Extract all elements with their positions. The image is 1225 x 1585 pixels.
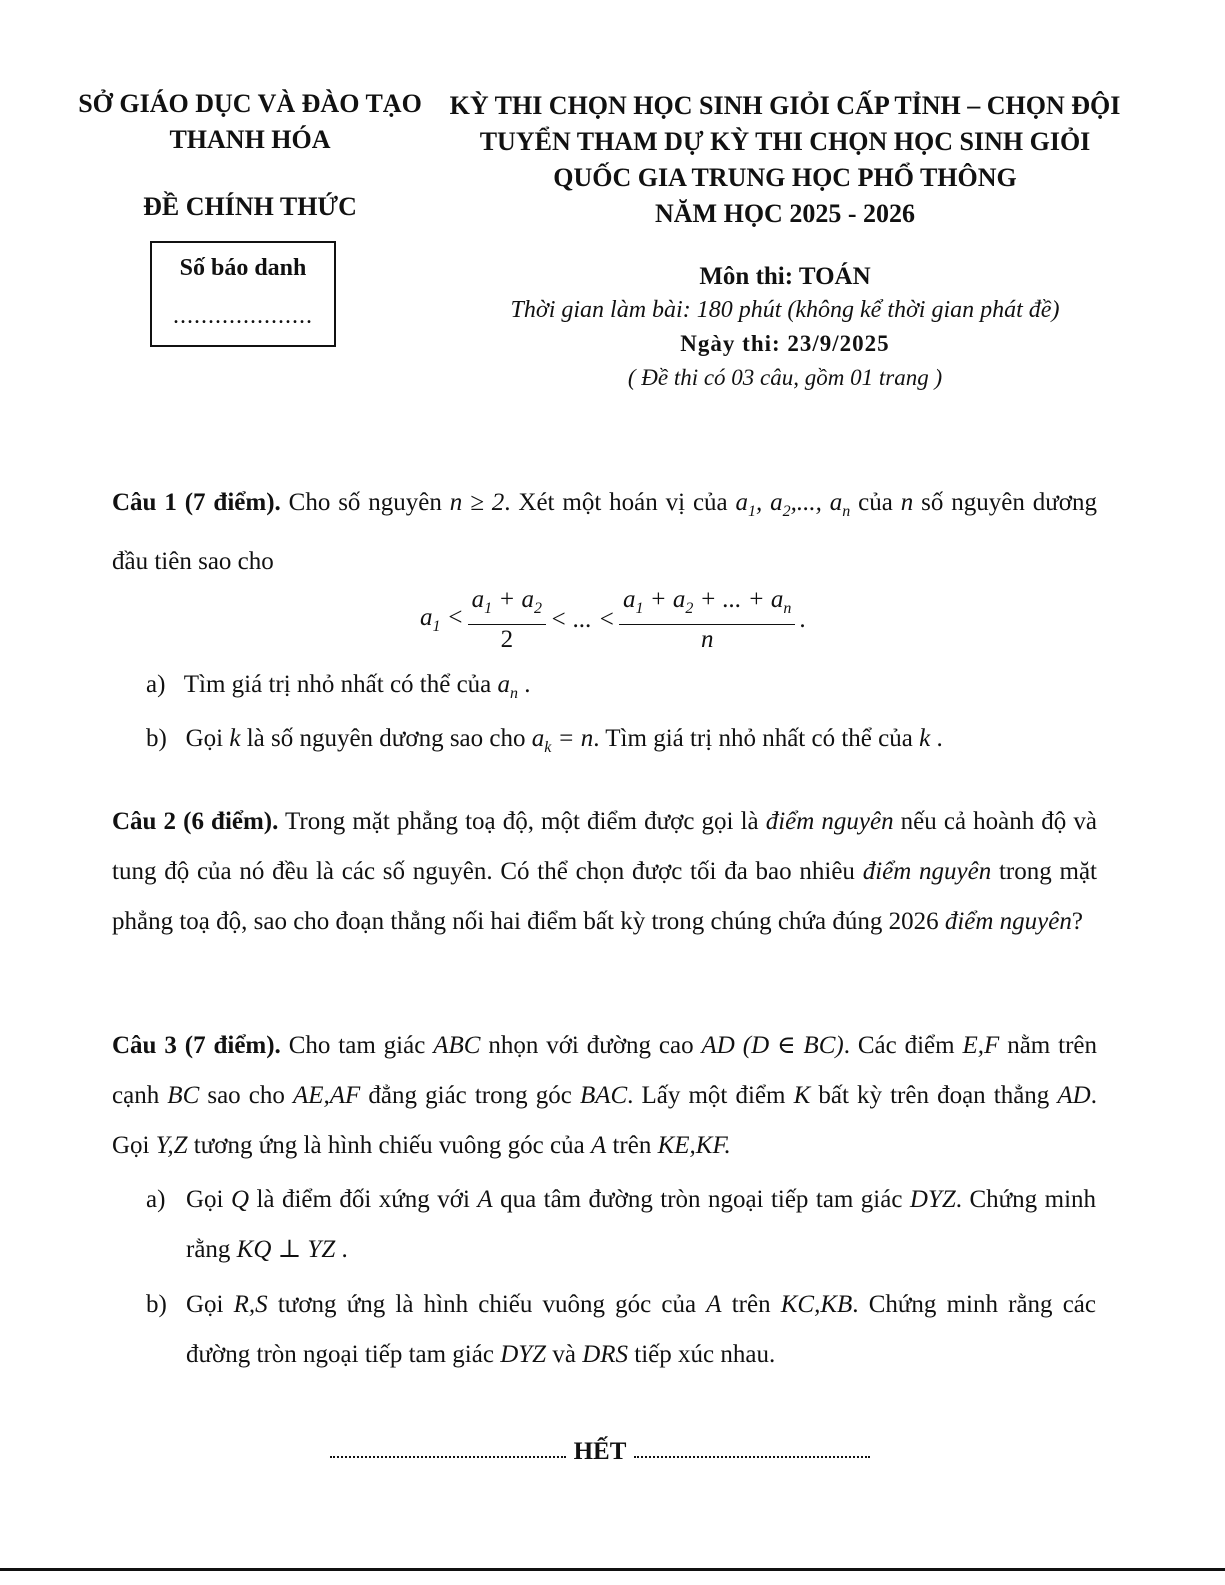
q3b-math: KC,KB: [780, 1291, 853, 1318]
question-1: [112, 478, 1097, 587]
q3a-math: Q: [230, 1186, 250, 1213]
q2-text: trong mặt phẳng toạ độ, sao cho đoạn thẳng nối hai điểm bất kỳ trong chúng chứa đúng 2026: [112, 858, 1097, 935]
q3a-math: DYZ: [909, 1186, 956, 1213]
q3b-text: tiếp xúc nhau.: [628, 1341, 776, 1368]
question-1-part-a: a) Tìm giá trị nhỏ nhất có thể của $a_n$ .: [146, 671, 531, 702]
q1b-text: . Tìm giá trị nhỏ nhất có thể của: [593, 725, 920, 752]
q2-term: điểm nguyên: [862, 858, 992, 885]
q1-text: số nguyên dương đầu tiên sao cho: [112, 489, 1097, 575]
department-header: [60, 86, 440, 158]
question-1-title: Câu 1 (7 điểm).: [112, 489, 281, 516]
q1b-math-eq: = n: [551, 725, 594, 752]
q3-math: ABC: [433, 1032, 481, 1059]
q3-math: A: [590, 1132, 607, 1159]
q3a-text: . Chứng minh rằng: [186, 1186, 1097, 1263]
candidate-number-label: Số báo danh: [179, 255, 307, 281]
q3b-text: Gọi: [186, 1291, 234, 1318]
q3-text: Cho tam giác: [280, 1032, 434, 1059]
q3-text: tương ứng là hình chiếu vuông góc của: [187, 1132, 591, 1159]
q1-text: . Xét một hoán vị của: [504, 489, 736, 516]
q3b-text: tương ứng là hình chiếu vuông góc của: [267, 1291, 707, 1318]
q1b-math-ak: $a_k$: [531, 725, 552, 756]
end-marker: [330, 1438, 870, 1466]
q3-math: BAC: [579, 1082, 628, 1109]
q3-math: Y,Z: [155, 1132, 188, 1159]
part-label: a): [146, 671, 166, 698]
q1-math-n: n: [900, 489, 914, 516]
q3-math: AD: [1057, 1082, 1091, 1109]
exam-subject: Môn thi: TOÁN: [699, 263, 871, 290]
q3a-text: qua tâm đường tròn ngoại tiếp tam giác: [492, 1186, 910, 1213]
q3a-body: Gọi Q là điểm đối xứng với A qua tâm đường tròn ngoại tiếp tam giác DYZ. Chứng minh rằng KQ ⊥ YZ .: [186, 1186, 1097, 1263]
question-3-part-b: [146, 1280, 1096, 1380]
q3a-math: KQ ⊥ YZ: [236, 1236, 336, 1263]
q2-term: điểm nguyên: [944, 908, 1072, 935]
q3-math: AE,AF: [292, 1082, 361, 1109]
q2-term: điểm nguyên: [765, 808, 894, 835]
q3b-text: trên: [721, 1291, 781, 1318]
q3-text: . Các điểm: [843, 1032, 963, 1059]
q1-math-n: n ≥ 2: [449, 489, 505, 516]
exam-title-line-1: KỲ THI CHỌN HỌC SINH GIỎI CẤP TỈNH – CHỌN ĐỘI: [449, 91, 1121, 120]
q3-math: E,F: [962, 1032, 1000, 1059]
question-3-title: Câu 3 (7 điểm).: [112, 1032, 281, 1059]
q3-math: KE,KF.: [657, 1132, 731, 1159]
q3a-math: A: [477, 1186, 493, 1213]
official-label: ĐỀ CHÍNH THỨC: [143, 192, 357, 221]
q1b-text: Gọi: [185, 725, 230, 752]
exam-title: [440, 88, 1130, 232]
q2-text: nếu cả hoành độ và tung độ của nó đều là các số nguyên. Có thể chọn được tối đa bao nhiêu: [112, 808, 1097, 885]
q3b-text: và: [546, 1341, 583, 1368]
q3-text: bất kỳ trên đoạn thẳng: [810, 1082, 1058, 1109]
q3b-math: DRS: [582, 1341, 629, 1368]
q1-math-seq: $a_1$, $a_2$,..., $a_n$: [735, 489, 851, 520]
page-bottom-edge: [0, 1568, 1225, 1571]
exam-duration: Thời gian làm bài: 180 phút (không kể thời gian phát đề): [510, 297, 1060, 323]
question-2-title: Câu 2 (6 điểm).: [112, 808, 279, 835]
q3b-math: R,S: [233, 1291, 268, 1318]
q1-text: Cho số nguyên: [280, 489, 450, 516]
q3b-math: DYZ: [500, 1341, 547, 1368]
exam-date: Ngày thi: 23/9/2025: [680, 331, 890, 356]
part-label: a): [146, 1186, 166, 1213]
school-year: NĂM HỌC 2025 - 2026: [655, 199, 915, 228]
exam-note: ( Đề thi có 03 câu, gồm 01 trang ): [627, 365, 943, 390]
q1b-text: là số nguyên dương sao cho: [240, 725, 532, 752]
q3b-body: [186, 1280, 1096, 1380]
end-word: HẾT: [573, 1438, 627, 1465]
q1-formula: $a_1$ < $\frac{a_1 + a_2}{2}$ < ... < $\frac{a_1 + a_2 + ... + a_n}{n}$ .: [420, 586, 806, 653]
question-2: [112, 797, 1097, 947]
q3-text: trên: [606, 1132, 658, 1159]
q1b-math-k: k: [229, 725, 241, 752]
q3-text: . Lấy một điểm: [627, 1082, 794, 1109]
dotted-line-left: [330, 1456, 566, 1458]
q3b-math: A: [706, 1291, 722, 1318]
q2-text: ?: [1071, 908, 1083, 935]
q1-text: của: [850, 489, 901, 516]
candidate-number-box: [150, 241, 336, 347]
q3-math: AD (D ∈ BC): [701, 1032, 844, 1059]
part-label: b): [146, 725, 167, 752]
dotted-line-right: [634, 1456, 870, 1458]
part-label: b): [146, 1291, 167, 1318]
q1a-text: Tìm giá trị nhỏ nhất có thể của: [183, 671, 498, 698]
q3-text: sao cho: [199, 1082, 293, 1109]
question-3-part-a: [146, 1175, 1096, 1275]
q3-math: BC: [167, 1082, 200, 1109]
q3-text: nhọn với đường cao: [480, 1032, 702, 1059]
q1a-math: $a_n$: [497, 671, 519, 702]
department-name: SỞ GIÁO DỤC VÀ ĐÀO TẠO: [78, 89, 422, 118]
q3-text: . Gọi: [112, 1082, 1097, 1159]
q2-text: Trong mặt phẳng toạ độ, một điểm được gọi là: [278, 808, 766, 835]
exam-title-line-3: QUỐC GIA TRUNG HỌC PHỔ THÔNG: [553, 163, 1017, 192]
province-name: THANH HÓA: [169, 125, 331, 154]
question-1-part-b: b) Gọi k là số nguyên dương sao cho $a_k = n$. Tìm giá trị nhỏ nhất có thể của k .: [146, 725, 943, 756]
q3-text: nằm trên cạnh: [112, 1032, 1097, 1109]
q3-text: đẳng giác trong góc: [360, 1082, 580, 1109]
q3-math: K: [793, 1082, 811, 1109]
q3a-text: là điểm đối xứng với: [249, 1186, 478, 1213]
q1b-math-k: k: [919, 725, 931, 752]
candidate-number-blank: ....................: [173, 303, 313, 329]
q3b-text: . Chứng minh rằng các đường tròn ngoại tiếp tam giác: [186, 1291, 1096, 1368]
exam-title-line-2: TUYỂN THAM DỰ KỲ THI CHỌN HỌC SINH GIỎI: [479, 127, 1091, 156]
q3a-text: Gọi: [186, 1186, 231, 1213]
question-3: [112, 1021, 1097, 1171]
